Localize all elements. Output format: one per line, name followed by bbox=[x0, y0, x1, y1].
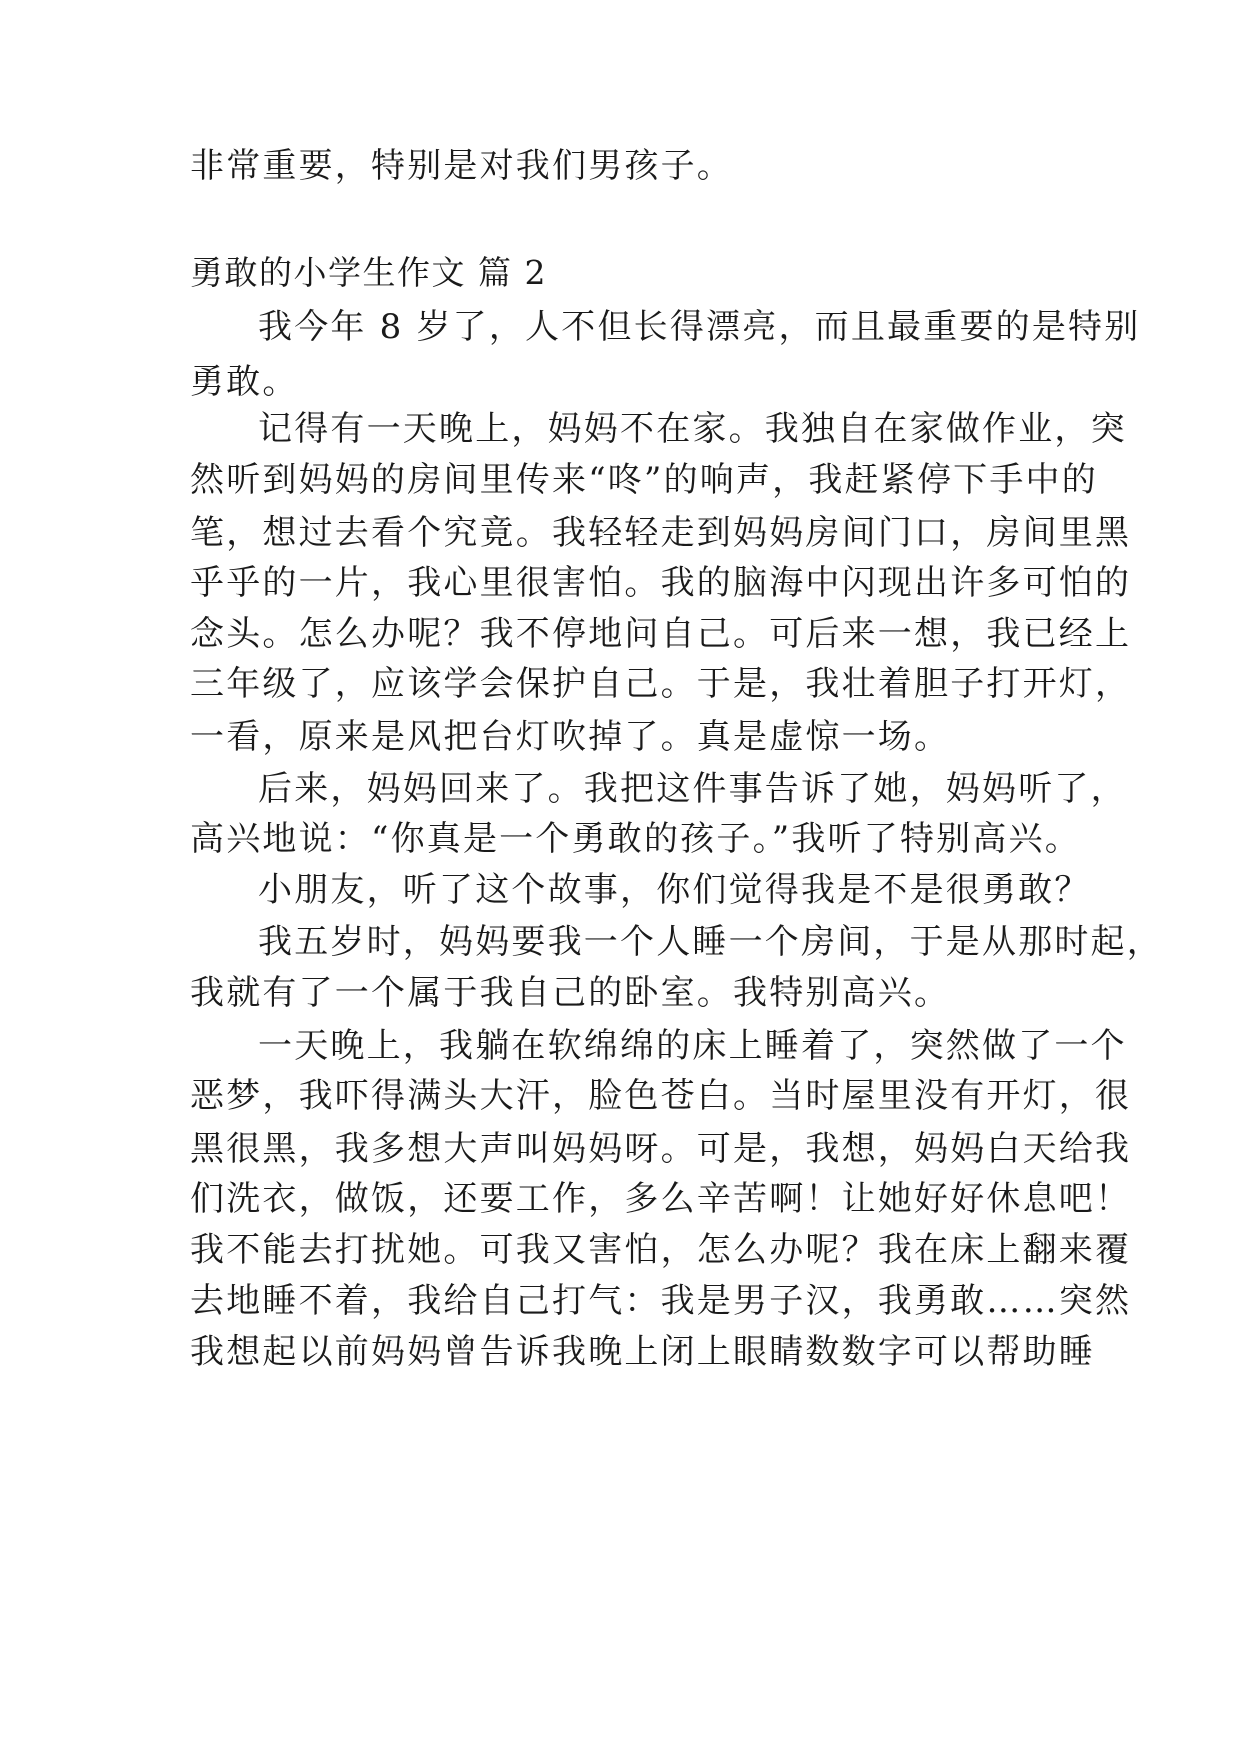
paragraph-6-line-5: 我不能去打扰她。可我又害怕，怎么办呢？我在床上翻来覆 bbox=[190, 1230, 1132, 1270]
paragraph-2-line-7: 一看，原来是风把台灯吹掉了。真是虚惊一场。 bbox=[190, 717, 951, 757]
document-page bbox=[190, 0, 1163, 1754]
paragraph-3-line-2: 高兴地说：“你真是一个勇敢的孩子。”我听了特别高兴。 bbox=[190, 819, 1081, 859]
paragraph-2-line-6: 三年级了，应该学会保护自己。于是，我壮着胆子打开灯， bbox=[190, 664, 1132, 704]
paragraph-5-line-1: 我五岁时，妈妈要我一个人睡一个房间，于是从那时起， bbox=[258, 922, 1163, 962]
paragraph-1-line-1: 我今年 8 岁了，人不但长得漂亮，而且最重要的是特别 bbox=[258, 307, 1141, 347]
paragraph-6-line-4: 们洗衣，做饭，还要工作，多么辛苦啊！让她好好休息吧！ bbox=[190, 1179, 1132, 1219]
paragraph-4-line-1: 小朋友，听了这个故事，你们觉得我是不是很勇敢？ bbox=[258, 870, 1091, 910]
paragraph-1-line-2: 勇敢。 bbox=[190, 362, 299, 402]
paragraph-2-line-4: 乎乎的一片，我心里很害怕。我的脑海中闪现出许多可怕的 bbox=[190, 563, 1132, 603]
paragraph-2-line-5: 念头。怎么办呢？我不停地问自己。可后来一想，我已经上 bbox=[190, 614, 1132, 654]
paragraph-6-line-7: 我想起以前妈妈曾告诉我晚上闭上眼睛数数字可以帮助睡 bbox=[190, 1332, 1095, 1372]
paragraph-6-line-6: 去地睡不着，我给自己打气：我是男子汉，我勇敢……突然 bbox=[190, 1281, 1132, 1321]
carryover-line: 非常重要，特别是对我们男孩子。 bbox=[190, 146, 733, 186]
paragraph-2-line-2: 然听到妈妈的房间里传来“咚”的响声，我赶紧停下手中的 bbox=[190, 460, 1098, 500]
paragraph-2-line-3: 笔，想过去看个究竟。我轻轻走到妈妈房间门口，房间里黑 bbox=[190, 513, 1132, 553]
paragraph-6-line-2: 恶梦，我吓得满头大汗，脸色苍白。当时屋里没有开灯，很 bbox=[190, 1076, 1132, 1116]
paragraph-6-line-1: 一天晚上，我躺在软绵绵的床上睡着了，突然做了一个 bbox=[258, 1026, 1127, 1066]
section-title: 勇敢的小学生作文 篇 2 bbox=[190, 253, 547, 292]
paragraph-3-line-1: 后来，妈妈回来了。我把这件事告诉了她，妈妈听了， bbox=[258, 769, 1127, 809]
paragraph-5-line-2: 我就有了一个属于我自己的卧室。我特别高兴。 bbox=[190, 973, 951, 1013]
paragraph-6-line-3: 黑很黑，我多想大声叫妈妈呀。可是，我想，妈妈白天给我 bbox=[190, 1129, 1132, 1169]
paragraph-2-line-1: 记得有一天晚上，妈妈不在家。我独自在家做作业，突 bbox=[258, 409, 1127, 449]
